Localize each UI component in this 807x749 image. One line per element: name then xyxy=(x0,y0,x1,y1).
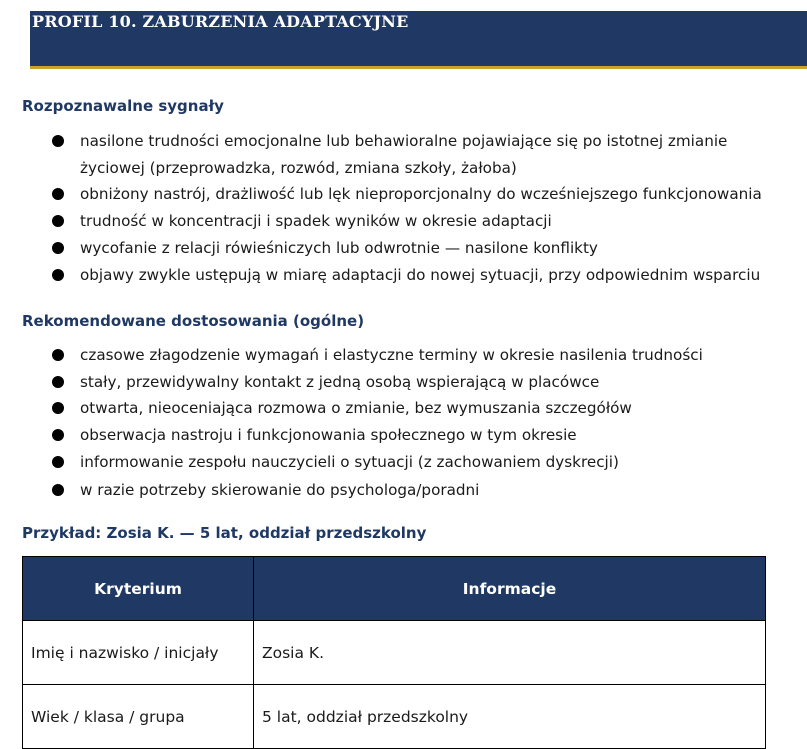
list-item xyxy=(52,208,792,235)
list-item xyxy=(52,477,792,504)
list-item-text: informowanie zespołu nauczycieli o sytuacji (z zachowaniem dyskrecji) xyxy=(80,453,619,471)
list-item xyxy=(52,395,792,422)
list-item-text: trudność w koncentracji i spadek wyników w okresie adaptacji xyxy=(80,212,552,230)
list-item xyxy=(52,369,792,396)
bullet-icon xyxy=(52,242,64,254)
table-cell: Imię i nazwisko / inicjały xyxy=(23,621,254,685)
list-item-text: stały, przewidywalny kontakt z jedną osobą wspierającą w placówce xyxy=(80,373,600,391)
list-item-text: wycofanie z relacji rówieśniczych lub odwrotnie — nasilone konflikty xyxy=(80,239,598,257)
example-table xyxy=(22,556,766,749)
list-item xyxy=(52,235,792,262)
bullet-icon xyxy=(52,402,64,414)
table-row xyxy=(23,685,766,749)
bullet-icon xyxy=(52,376,64,388)
column-header-information: Informacje xyxy=(254,557,766,621)
bullet-icon xyxy=(52,429,64,441)
bullet-icon xyxy=(52,349,64,361)
list-item-text: w razie potrzeby skierowanie do psychologa/poradni xyxy=(80,481,480,499)
table-cell: 5 lat, oddział przedszkolny xyxy=(254,685,766,749)
table-header-row xyxy=(23,557,766,621)
table-cell: Wiek / klasa / grupa xyxy=(23,685,254,749)
bullet-icon xyxy=(52,188,64,200)
list-item-text: objawy zwykle ustępują w miarę adaptacji do nowej sytuacji, przy odpowiednim wsparciu xyxy=(80,266,761,284)
list-item xyxy=(52,181,792,208)
bullet-icon xyxy=(52,484,64,496)
signals-heading: Rozpoznawalne sygnały xyxy=(22,97,224,115)
column-header-criterion: Kryterium xyxy=(23,557,254,621)
list-item xyxy=(52,128,792,181)
bullet-icon xyxy=(52,215,64,227)
example-heading: Przykład: Zosia K. — 5 lat, oddział przedszkolny xyxy=(22,524,427,542)
list-item xyxy=(52,422,792,449)
list-item-text: otwarta, nieoceniająca rozmowa o zmianie, bez wymuszania szczegółów xyxy=(80,399,632,417)
list-item xyxy=(52,449,792,476)
list-item-text: czasowe złagodzenie wymagań i elastyczne terminy w okresie nasilenia trudności xyxy=(80,346,703,364)
bullet-icon xyxy=(52,135,64,147)
table-row xyxy=(23,621,766,685)
bullet-icon xyxy=(52,456,64,468)
list-item xyxy=(52,262,792,289)
list-item xyxy=(52,342,792,369)
list-item-text: obserwacja nastroju i funkcjonowania społecznego w tym okresie xyxy=(80,426,577,444)
list-item-text: obniżony nastrój, drażliwość lub lęk nieproporcjonalny do wcześniejszego funkcjonowania xyxy=(80,185,762,203)
list-item-text: nasilone trudności emocjonalne lub behawioralne pojawiające się po istotnej zmianie życiowej (przeprowadzka, rozwód, zmiana szkoły, żałoba) xyxy=(80,132,728,177)
profile-title: PROFIL 10. ZABURZENIA ADAPTACYJNE xyxy=(32,12,409,31)
table-cell: Zosia K. xyxy=(254,621,766,685)
recommendations-heading: Rekomendowane dostosowania (ogólne) xyxy=(22,312,365,330)
profile-banner xyxy=(30,11,807,69)
bullet-icon xyxy=(52,269,64,281)
